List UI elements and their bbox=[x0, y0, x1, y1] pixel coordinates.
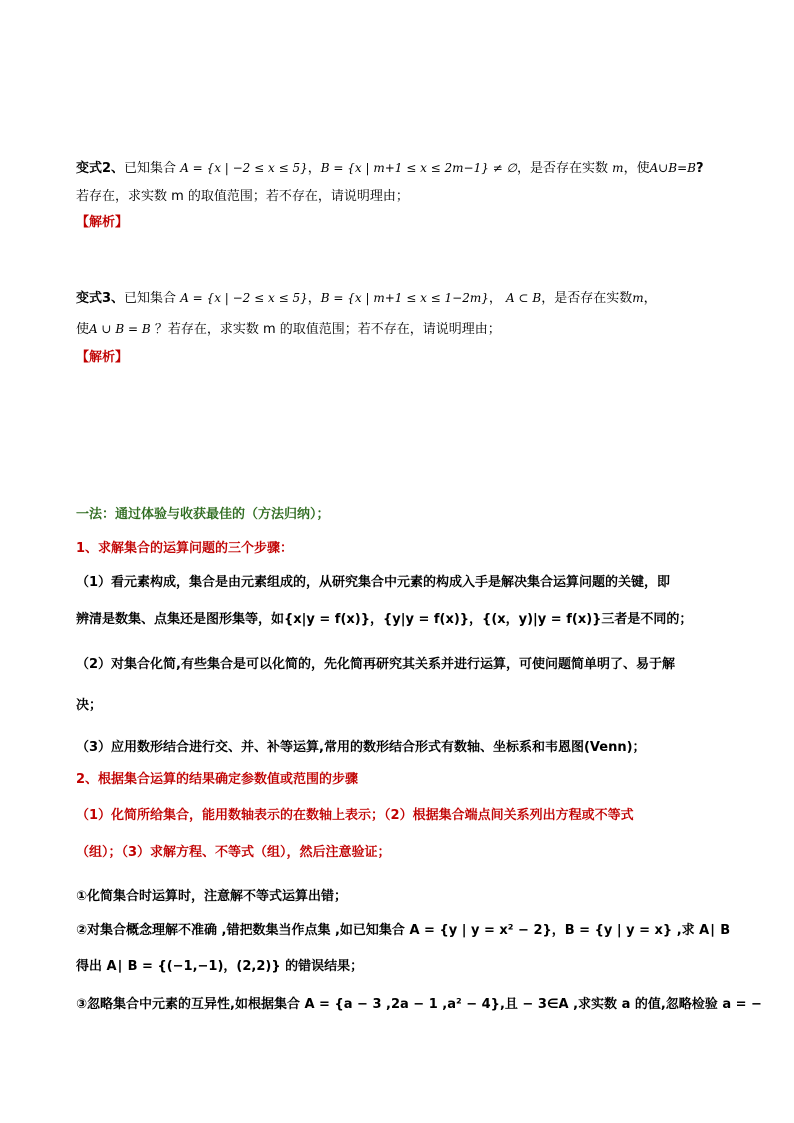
variant3-line2-prefix: 使 bbox=[76, 322, 90, 337]
variant2-text4: ? bbox=[696, 161, 704, 176]
variant2-label: 变式2、 bbox=[76, 161, 125, 176]
variant2-set-b: B = {x | m+1 ≤ x ≤ 2m−1} ≠ ∅ bbox=[320, 161, 518, 175]
variant2-line2: 若存在，求实数 m 的取值范围；若不存在，请说明理由； bbox=[76, 189, 409, 204]
variant3-set-a: A = {x | −2 ≤ x ≤ 5} bbox=[180, 291, 308, 305]
section1-step1-line1: （1）看元素构成，集合是由元素组成的，从研究集合中元素的构成入手是解决集合运算问题的关键，即 bbox=[76, 575, 671, 590]
variant3-m: m bbox=[632, 291, 644, 305]
variant2-condition: A∪B=B bbox=[649, 161, 696, 175]
variant3-text1: 已知集合 bbox=[124, 291, 177, 306]
variant3-label: 变式3、 bbox=[76, 291, 125, 306]
note-2-line2: 得出 A∣ B = {(−1,−1)，(2,2)} 的错误结果； bbox=[76, 959, 364, 974]
section1-step2-line1: （2）对集合化简,有些集合是可以化简的，先化简再研究其关系并进行运算，可使问题简单明了、易于解 bbox=[76, 657, 675, 672]
section1-step2-line2: 决； bbox=[76, 698, 103, 713]
variant3-text3: ， bbox=[643, 291, 657, 306]
variant3-sep1: ， bbox=[307, 291, 321, 306]
note-3: ③忽略集合中元素的互异性,如根据集合 A = {a − 3 ,2a − 1 ,a² − 4},且 − 3∈A ,求实数 a 的值,忽略检验 a = − bbox=[76, 997, 762, 1012]
variant2-set-a: A = {x | −2 ≤ x ≤ 5} bbox=[180, 161, 308, 175]
section2-line2: （组）；（3）求解方程、不等式（组），然后注意验证； bbox=[76, 845, 391, 860]
variant2-sep1: ， bbox=[307, 161, 321, 176]
variant2-m: m bbox=[612, 161, 624, 175]
variant3-sep2: ， bbox=[488, 291, 502, 306]
note-1: ①化简集合时运算时，注意解不等式运算出错； bbox=[76, 889, 348, 904]
method-heading: 一法：通过体验与收获最佳的（方法归纳）； bbox=[76, 507, 330, 522]
variant3-set-b: B = {x | m+1 ≤ x ≤ 1−2m} bbox=[320, 291, 489, 305]
variant2-text2: ，是否存在实数 bbox=[517, 161, 609, 176]
section2-title: 2、根据集合运算的结果确定参数值或范围的步骤 bbox=[76, 772, 359, 787]
variant3-line1 bbox=[76, 289, 724, 308]
variant3-condition: A ∪ B = B bbox=[89, 322, 151, 336]
note-2-line1: ②对集合概念理解不准确 ,错把数集当作点集 ,如已知集合 A = {y | y = x² − 2}，B = {y | y = x} ,求 A∣ B bbox=[76, 923, 731, 938]
variant3-line2 bbox=[76, 320, 724, 339]
variant2-text1: 已知集合 bbox=[124, 161, 177, 176]
section1-title: 1、求解集合的运算问题的三个步骤： bbox=[76, 541, 294, 556]
variant2-analysis: 【解析】 bbox=[76, 215, 129, 230]
variant2-line1 bbox=[76, 159, 724, 178]
variant3-line2-suffix: ？若存在，求实数 m 的取值范围；若不存在，请说明理由； bbox=[150, 322, 501, 337]
section2-line1: （1）化简所给集合，能用数轴表示的在数轴上表示；（2）根据集合端点间关系列出方程或不等式 bbox=[76, 808, 634, 823]
variant3-analysis: 【解析】 bbox=[76, 350, 129, 365]
variant2-text3: ，使 bbox=[623, 161, 650, 176]
variant3-text2: ，是否存在实数 bbox=[541, 291, 633, 306]
variant3-subset: A ⊂ B bbox=[506, 291, 542, 305]
section1-step3: （3）应用数形结合进行交、并、补等运算,常用的数形结合形式有数轴、坐标系和韦恩图(Venn)； bbox=[76, 740, 646, 755]
section1-step1-line2: 辨清是数集、点集还是图形集等，如{x|y = f(x)}，{y|y = f(x)}，{(x，y)|y = f(x)}三者是不同的； bbox=[76, 612, 693, 627]
